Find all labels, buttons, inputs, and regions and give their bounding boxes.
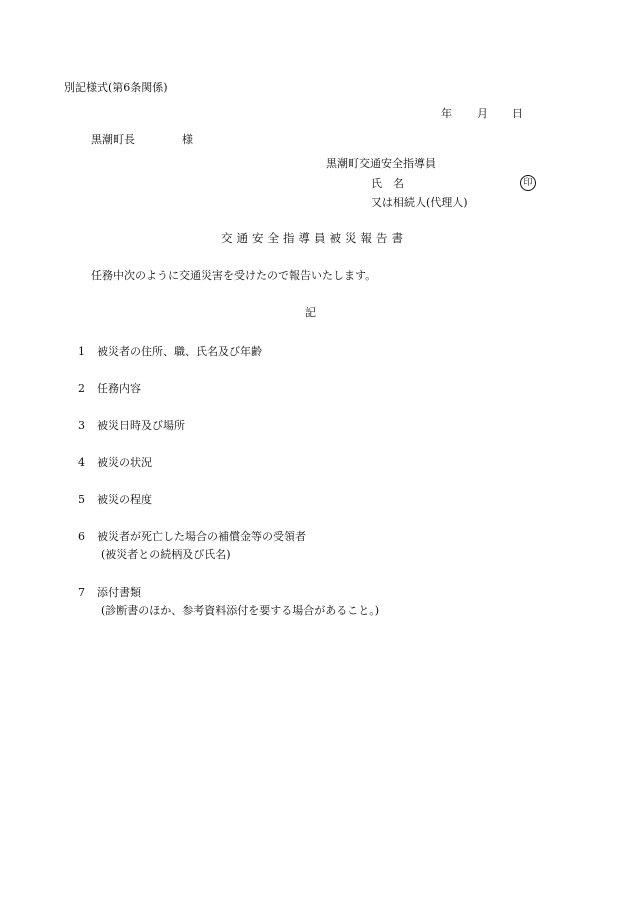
item-number: 1: [78, 345, 85, 358]
item-label: 任務内容: [97, 382, 141, 395]
date-month: 月: [477, 107, 488, 120]
item-label: 被災者が死亡した場合の補償金等の受領者: [97, 530, 306, 543]
ki-marker: 記: [305, 306, 316, 319]
item-number: 6: [78, 530, 85, 543]
item-number: 7: [78, 586, 85, 599]
item-label: 被災日時及び場所: [97, 419, 185, 432]
item-number: 3: [78, 419, 85, 432]
item-label: 添付書類: [97, 586, 141, 599]
item-number: 4: [78, 456, 85, 469]
sender-name-label: 氏 名: [371, 177, 404, 190]
item-label: 被災の程度: [97, 493, 152, 506]
form-label: 別記様式(第6条関係): [64, 81, 168, 94]
honorific: 様: [182, 133, 193, 146]
item-note: (被災者との続柄及び氏名): [101, 548, 231, 561]
item-label: 被災者の住所、職、氏名及び年齢: [97, 345, 262, 358]
document-title: 交通安全指導員被災報告書: [221, 231, 407, 245]
sender-successor: 又は相続人(代理人): [371, 196, 468, 209]
item-number: 2: [78, 382, 85, 395]
sender-title: 黒潮町交通安全指導員: [326, 157, 436, 170]
seal-mark: 印: [520, 175, 536, 191]
intro-text: 任務中次のように交通災害を受けたので報告いたします。: [91, 269, 377, 282]
item-note: (診断書のほか、参考資料添付を要する場合があること。): [101, 604, 380, 617]
date-day: 日: [512, 107, 523, 120]
date-year: 年: [441, 107, 452, 120]
addressee: 黒潮町長: [91, 133, 135, 146]
item-label: 被災の状況: [97, 456, 152, 469]
item-number: 5: [78, 493, 85, 506]
